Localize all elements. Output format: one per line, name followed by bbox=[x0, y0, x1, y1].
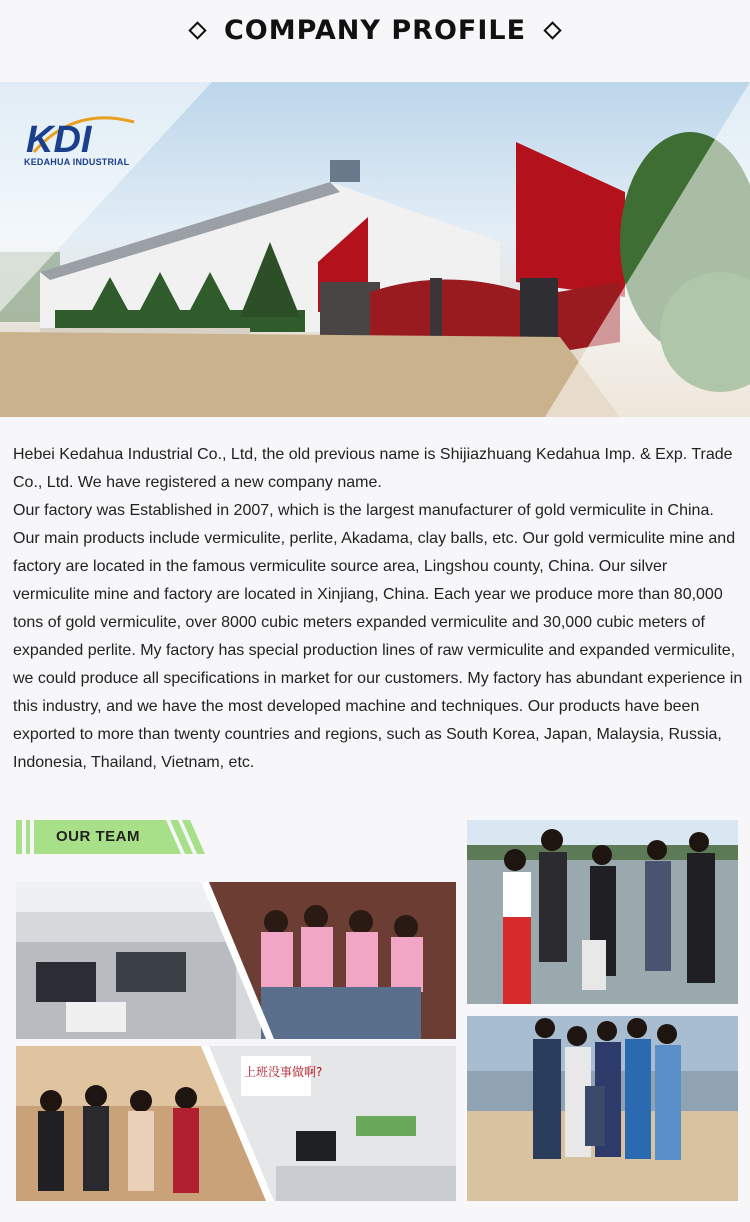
team-photo-office-collage bbox=[16, 882, 456, 1039]
logo-company-name: KEDAHUA INDUSTRIAL bbox=[24, 157, 130, 167]
team-photo-group-collage bbox=[16, 1046, 456, 1201]
page-title: COMPANY PROFILE bbox=[223, 14, 527, 46]
diamond-left-icon bbox=[188, 21, 206, 39]
intro-paragraph-1: Hebei Kedahua Industrial Co., Ltd, the old previous name is Shijiazhuang Kedahua Imp. & Exp. Trade Co., Ltd. We have registered a new company name. bbox=[13, 446, 733, 491]
company-logo bbox=[24, 112, 139, 172]
section-header bbox=[0, 0, 750, 60]
office-sign-text: 上班没事做啊? bbox=[244, 1065, 323, 1079]
company-description bbox=[13, 441, 743, 777]
our-team-label: OUR TEAM bbox=[56, 828, 140, 845]
logo-mark: KDI bbox=[26, 119, 92, 156]
our-team-banner bbox=[16, 820, 206, 854]
team-photo-boat bbox=[467, 820, 738, 1004]
diamond-right-icon bbox=[543, 21, 561, 39]
intro-paragraph-2: Our factory was Established in 2007, which is the largest manufacturer of gold vermiculite in China. Our main products include vermiculite, perlite, Akadama, clay balls, etc. Our gold vermiculite mine and factory are located in the famous vermiculite source area, Lingshou county, China. Our silver vermiculite mine and factory are located in Xinjiang, China. Each year we produce more than 80,000 tons of gold vermiculite, over 8000 cubic meters expanded vermiculite and 30,000 cubic meters of expanded perlite. My factory has special production lines of raw vermiculite and expanded vermiculite, we could produce all specifications in market for our customers. My factory has abundant experience in this industry, and we have the most developed machine and techniques. Our products have been exported to more than twenty countries and regions, such as South Korea, Japan, Malaysia, Russia, Indonesia, Thailand, Vietnam, etc. bbox=[13, 502, 743, 771]
team-photo-beach bbox=[467, 1016, 738, 1201]
factory-photo bbox=[0, 82, 750, 417]
